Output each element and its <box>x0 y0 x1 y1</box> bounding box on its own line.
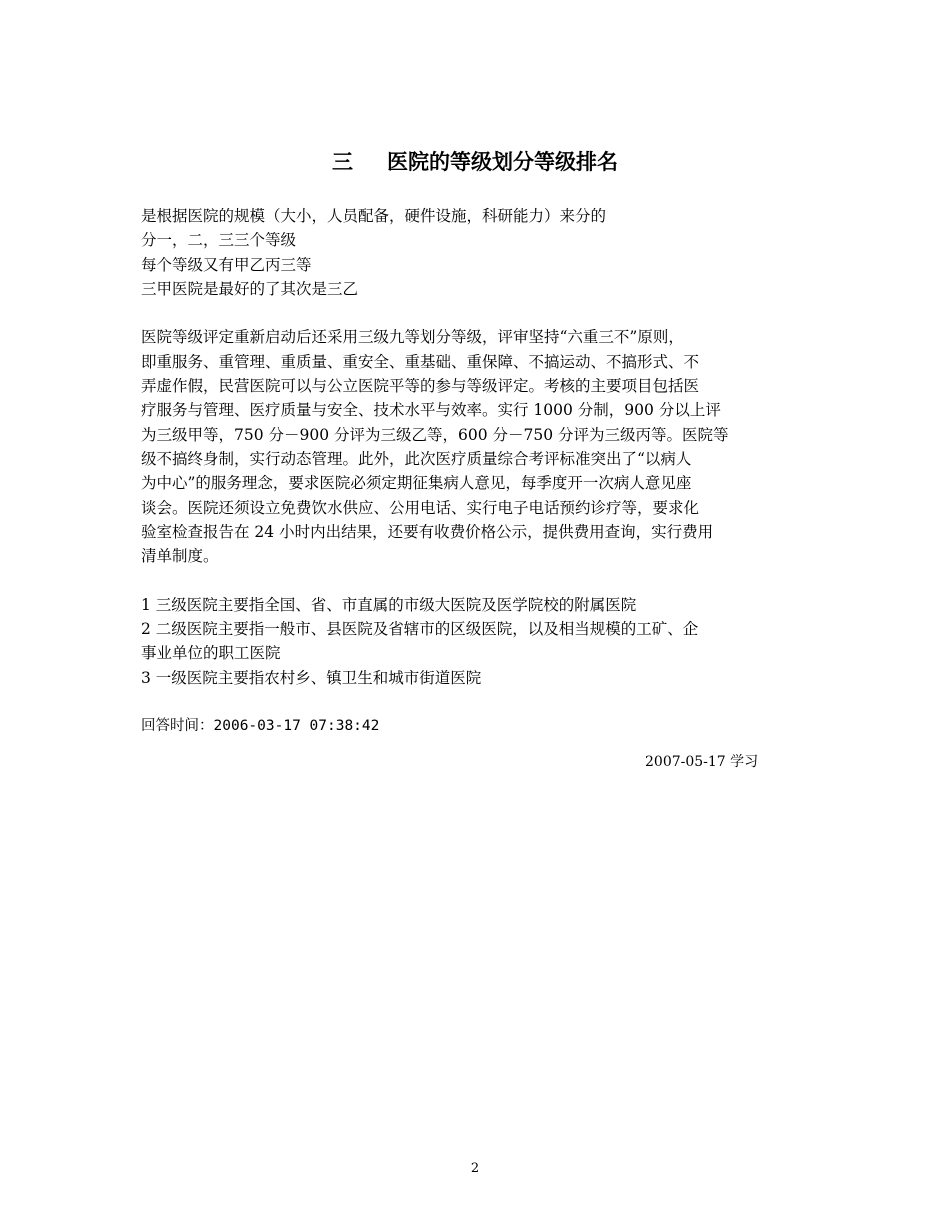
intro-line: 分一，二，三三个等级 <box>141 231 297 250</box>
hospital-level-list <box>141 593 816 690</box>
list-item: 1 三级医院主要指全国、省、市直属的市级大医院及医学院校的附属医院 <box>141 595 637 614</box>
paragraph-line: 谈会。医院还须设立免费饮水供应、公用电话、实行电子电话预约诊疗等，要求化 <box>141 498 700 517</box>
paragraph-line: 验室检查报告在 24 小时内出结果，还要有收费价格公示，提供费用查询，实行费用 <box>141 522 714 541</box>
intro-line: 三甲医院是最好的了其次是三乙 <box>141 279 359 298</box>
list-item: 事业单位的职工医院 <box>141 644 281 663</box>
paragraph-line: 即重服务、重管理、重质量、重安全、重基础、重保障、不搞运动、不搞形式、不 <box>141 352 700 371</box>
intro-block <box>141 204 816 301</box>
document-body <box>141 204 816 739</box>
paragraph-line: 疗服务与管理、医疗质量与安全、技术水平与效率。实行 1000 分制，900 分以上评 <box>141 401 721 420</box>
list-item: 2 二级医院主要指一般市、县医院及省辖市的区级医院，以及相当规模的工矿、企 <box>141 620 699 639</box>
intro-line: 是根据医院的规模（大小，人员配备，硬件设施，科研能力）来分的 <box>141 207 607 225</box>
paragraph-line: 为三级甲等，750 分－900 分评为三级乙等，600 分－750 分评为三级丙等。医院等 <box>141 425 729 444</box>
section-title-text: 医院的等级划分等级排名 <box>387 150 618 174</box>
paragraph-line: 医院等级评定重新启动后还采用三级九等划分等级，评审坚持“六重三不”原则， <box>141 328 684 347</box>
answer-time: 回答时间：2006-03-17 07:38:42 <box>141 718 380 735</box>
paragraph-line: 级不搞终身制，实行动态管理。此外，此次医疗质量综合考评标准突出了“以病人 <box>141 449 692 468</box>
signature-date: 2007-05-17 学习 <box>645 754 759 770</box>
grading-paragraph <box>141 325 816 568</box>
paragraph-line: 为中心”的服务理念，要求医院必须定期征集病人意见，每季度开一次病人意见座 <box>141 474 692 493</box>
paragraph-line: 清单制度。 <box>141 547 219 566</box>
page-number: 2 <box>470 1161 480 1176</box>
section-number: 三 <box>332 150 353 174</box>
section-title <box>0 148 950 176</box>
paragraph-line: 弄虚作假，民营医院可以与公立医院平等的参与等级评定。考核的主要项目包括医 <box>141 377 700 396</box>
list-item: 3 一级医院主要指农村乡、镇卫生和城市街道医院 <box>141 668 482 687</box>
intro-line: 每个等级又有甲乙丙三等 <box>141 255 312 274</box>
